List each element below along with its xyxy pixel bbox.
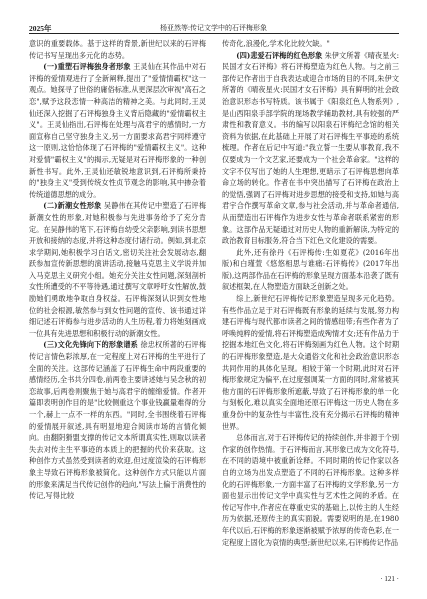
paragraph: 意识的重要载体。基于这样的背景,新世纪以来的石评梅传记书写呈现出多元化的态势。	[29, 39, 206, 60]
paragraph: 综上,新世纪石评梅传记形象塑造呈现多元化趋势。有些作品立足于对石评梅既有形象的延续与发展,努力构建石评梅与现代都市读者之间的情感纽带;有些作者为了呼唤纯粹的爱情,将石评梅塑造成殉情才女;还有作品力于挖掘本地红色文化,将石评梅刻画为红色人物。这个时期的石评梅形象塑造,是大众通俗文化和社会政治意识形态共同作用的具体化呈现。相较于第一个时期,此时对石评梅形象规定为偏平,在过度强调某一方面的同时,常常被其他方面的石评梅形象所遮蔽,导致了石评梅形象的单一化与刻板化,难以真实全面地还原石评梅这一历史人物在多重身份中的复杂性与丰富性,没有充分揭示石评梅的精神世界。	[222, 294, 399, 431]
paragraph: 此外,还有徐丹《石评梅传:生如夏花》(2016年出版)和白瑾萱《悠悠相思与谁痛:石评梅传》(2017年出版),这两部作品在石评梅的形象呈现方面基本沿袭了既有叙述框架,在人物塑造方面缺乏创新之处。	[222, 247, 399, 292]
paragraph	[29, 61, 206, 200]
paragraph-text: 徐忠权所著的石评梅传记言情色彩浓厚,在一定程度上对石评梅的生平进行了全面的关注。这部传记涵盖了石评梅生命中两段重要的感情经历,全书共分四卷,前两卷主要讲述她与吴念秋的初恋故事,后两卷则聚焦于她与高君宇的缠绵爱情。作者开篇即表明创作目的是"比较侧重这个事业钱赢量难得的分一个,赫上一点不一样的东西。"同时,全书围绕着石评梅的爱情展开叙述,具有明显地迎合阅读市场的言情化倾向。由翻阴猾盟支撑的传记文本所谓真实性,则取以读者失去对传主生平事迹的本质上的把握的代价来获取。这种创作方式虽然受到读者的欢迎,但过度渲染的石评梅形象主导致石评梅形象被简化。这种创作方式只能以片面的形象来满足当代传记创作的趋向,"写法上偏于消费性的传记,写得比较	[29, 340, 206, 501]
header-rule	[29, 33, 399, 34]
page-number: · 121 ·	[380, 575, 399, 583]
paragraph-text: 吴静伟在其传记中塑造了石评梅新潮女性的形象,对她积极参与先进事务给予了充分肯定。在吴静伟的笔下,石评梅自幼受父亲影响,到读书思想开放和接纳的态度,并将这种态度付诸行动。例如,到北京求学期间,她积极学习白话文,密切关注社会发展动态,翻跃参加宣传新思想的演讲活动,接触马克思主义学说并加入马克思主义研究小组。她充分关注女性问题,深刻剖析女性所遭受的不平等待遇,通过撰写文章呼吁女性解放,鼓励她们勇敢地争取自身权益。石评梅深刻认识到女性地位的社会根源,敏然参与到女性问题的宣传、该书通过详细记述石评梅参与进步活动的人生历程,着力将她刻画成一位具有先进思想和积极行动的新潮女性。	[29, 201, 206, 338]
paragraph-text: 王灵仙在其作品中对石评梅的爱情观进行了全新阐释,提出了"爱情情霸权"这一观点。她探寻了世俗的庸俗标准,从更深层次审视"高石之恋",赋予这段恋情一种高洁的精神之美。与此同时,王灵仙还深入挖掘了石评梅独身主义背后隐藏的"爱情霸权主义"。王灵仙指出,石评梅在处理与高君宇的感情时,一方面宣称自己坚守独身主义,另一方面要求高君宇同样遵守这一原则,这恰恰体现了石评梅的"爱情霸权主义"。这种对爱情"霸权主义"的揭示,无疑是对石评梅形象的一种创新性书写。此外,王灵仙还敏锐地意识到,石评梅所秉持的"独身主义"受到传统女性贞节观念的影响,其中掺杂着传统道德思想的成分。	[29, 62, 206, 199]
paragraph: 传奇化,浪漫化,学术化比较欠缺。"	[222, 39, 330, 48]
paragraph	[222, 50, 399, 247]
paragraph: 总体而言,对于石评梅传记的持续创作,并非源于个别作家的创作热情。于石评梅而言,其形象已成为文化符号,在不同的语境中被重新诠释。不同时期的传记作家以各自的立场为出发点塑造了不同的石评梅形象。这种多样化的石评梅形象,一方面丰富了石评梅的文学形象,另一方面也显示出传记文学中真实性与艺术性之间的矛盾。在传记写作中,作者应在尊重史实的基础上,以传主的人生经历为依据,还原传主的真实面貌。需要说明的是,在1980年代以后,石评梅的形象逐渐被赋予浓厚的传奇色彩,在一定程度上固化为哀情的典型;新世纪以来,石评梅传记作品	[222, 433, 399, 547]
running-title: 杨亚然等:传记文学中的石评梅形象	[160, 24, 267, 32]
paragraph	[29, 200, 206, 339]
paragraph-text: 朱伊文所著《晴夜星火:民国才女石评梅》将石评梅塑造为红色人物。与之前三部传记作者出于自我表达或迎合市场的目的不同,朱伊文所著的《晴夜星火:民国才女石评梅》具有鲜明的社会政治意识形态书写特质。该书属于《阳泉红色人物系列》,是山西阳泉手部学院的现场教学辅助教材,具有较强的严肃性和教育意义。书的编写以阳泉石评梅纪念馆的相关资料为依据,在此基础上开展了对石评梅生平事迹的系统梳理。作者在后记中写道:"我立誓一生要从事教育,我不仅要成为一个文艺家,还要成为一个社会革命家。"这样的文字不仅写出了她的人生理想,更暗示了石评梅思想向革命立场的转化。作者在书中突出描写了石评梅在政治上的觉悟,强调了石评梅对进步思想的接受和支持,如她与高君宇合作撰写革命文章,参与社会活动,并与革命者通信,从而塑造出石评梅作为进步女性与革命者联系紧密的形象。这部作品无疑通过对历史人物的重新解读,为特定的政治教育目标服务,符合当下红色文化建设的需要。	[222, 50, 399, 246]
left-column	[29, 38, 206, 502]
section-heading: (一)重塑石评梅独身者形象	[43, 62, 131, 72]
section-heading: (四)悲爱石评梅的红色形象	[236, 50, 323, 60]
journal-year: 2025年	[29, 24, 52, 33]
paragraph	[29, 339, 206, 501]
section-heading: (三)文化先锋向下的形象谱系	[43, 340, 138, 350]
right-column	[222, 38, 399, 548]
section-heading: (二)新潮女性形象	[43, 201, 102, 211]
